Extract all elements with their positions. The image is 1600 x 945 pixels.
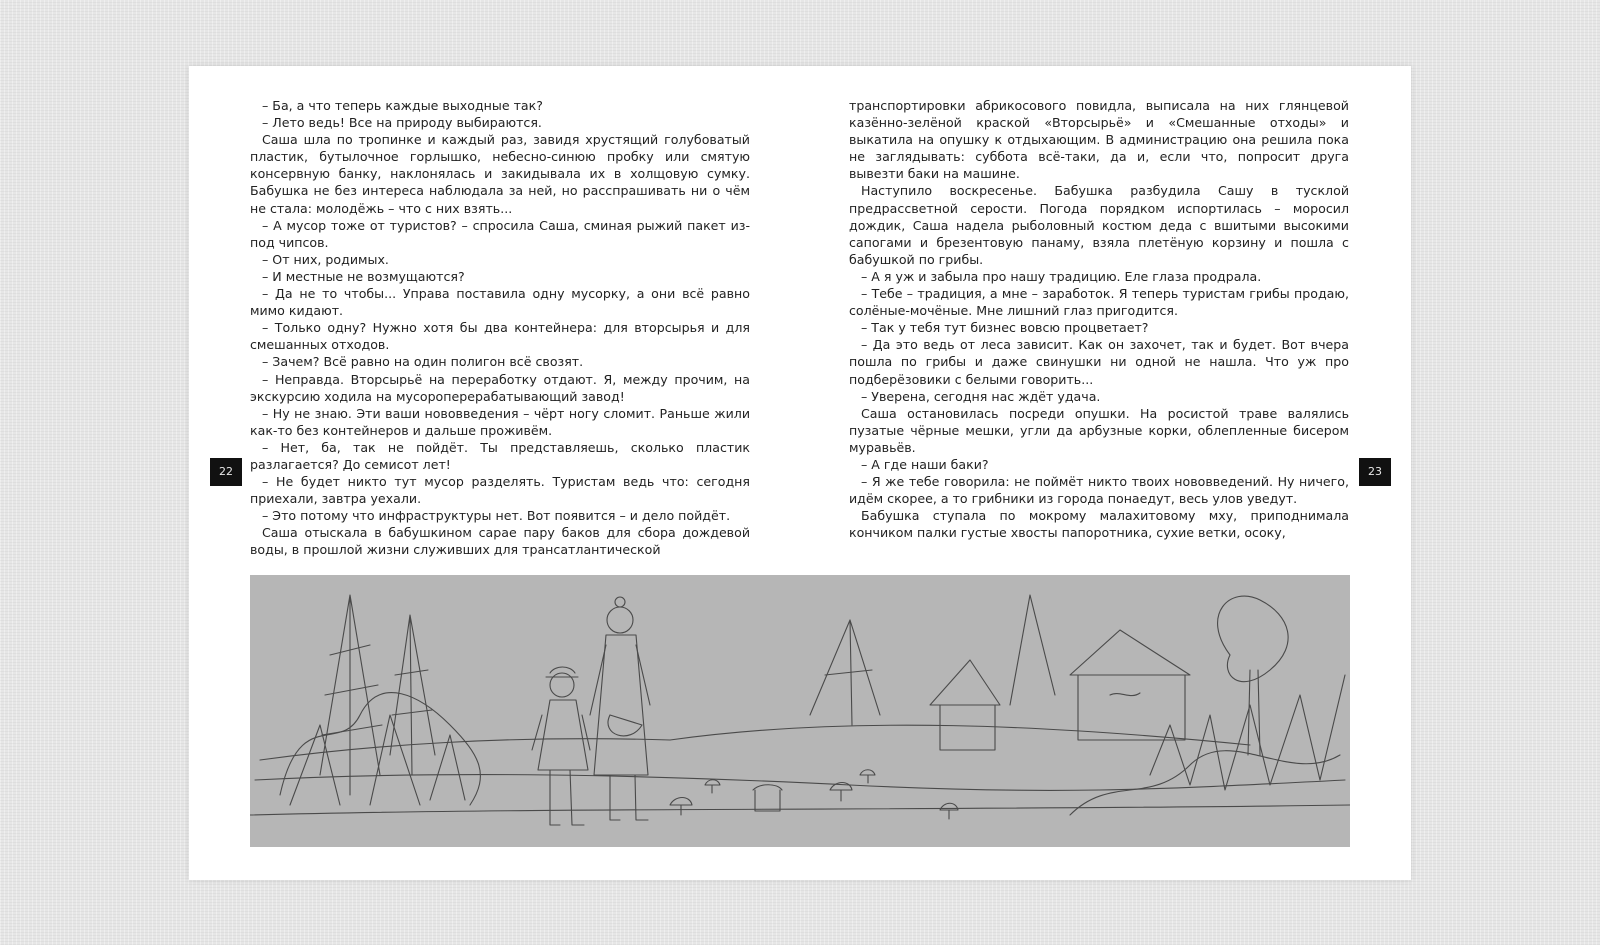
paragraph: Саша отыскала в бабушкином сарае пару баков для сбора дождевой воды, в прошлой жизни служивших для трансатлантической [250, 525, 750, 558]
paragraph: – Лето ведь! Все на природу выбираются. [262, 115, 542, 131]
paragraph: – Да не то чтобы... Управа поставила одну мусорку, а они всё равно мимо кидают. [250, 286, 750, 319]
paragraph: Саша остановилась посреди опушки. На росистой траве валялись пузатые чёрные мешки, угли да арбузные корки, облепленные бисером муравьёв. [849, 405, 1349, 455]
paragraph: – Да это ведь от леса зависит. Как он захочет, так и будет. Вот вчера пошла по грибы и даже свинушки ни одной не нашла. Что уж про подберёзовики с белыми говорить... [849, 337, 1349, 387]
sketch-illustration [250, 575, 1350, 847]
paragraph: – Не будет никто тут мусор разделять. Туристам ведь что: сегодня приехали, завтра уехали. [250, 474, 750, 507]
paragraph: Саша шла по тропинке и каждый раз, завидя хрустящий голубоватый пластик, бутылочное горлышко, небесно-синюю пробку или смятую консервную банку, наклонялась и закидывала их в холщовую сумку. Бабушка не без интереса наблюдала за ней, но расспрашивать ни о чём не стала: молодёжь – что с них взять... [250, 132, 750, 216]
paragraph: – А где наши баки? [861, 456, 989, 472]
paragraph: – И местные не возмущаются? [262, 268, 465, 284]
book-spread [189, 66, 1411, 880]
paragraph: Бабушка ступала по мокрому малахитовому мху, приподнимала кончиком палки густые хвосты папоротника, сухие ветки, осоку, [849, 508, 1349, 541]
paragraph: – Нет, ба, так не пойдёт. Ты представляешь, сколько пластик разлагается? До семисот лет! [250, 439, 750, 472]
paragraph: Наступило воскресенье. Бабушка разбудила Сашу в тусклой предрассветной серости. Погода порядком испортилась – моросил дождик, Саша надела рыболовный костюм деда с вшитыми высокими сапогами и брезентовую панаму, взяла плетёную корзину и пошла с бабушкой по грибы. [849, 183, 1349, 267]
paragraph: – Уверена, сегодня нас ждёт удача. [861, 388, 1101, 404]
left-page-number: 22 [210, 458, 242, 486]
paragraph: – Неправда. Вторсырьё на переработку отдают. Я, между прочим, на экскурсию ходила на мусороперерабатывающий завод! [250, 371, 750, 404]
paragraph: – Так у тебя тут бизнес вовсю процветает? [861, 320, 1149, 336]
paragraph: – Ну не знаю. Эти ваши нововведения – чёрт ногу сломит. Раньше жили как-то без контейнеров и дальше проживём. [250, 405, 750, 438]
right-page-number: 23 [1359, 458, 1391, 486]
paragraph: – Только одну? Нужно хотя бы два контейнера: для вторсырья и для смешанных отходов. [250, 320, 750, 353]
right-page-text [849, 97, 1349, 559]
paragraph: – Это потому что инфраструктуры нет. Вот появится – и дело пойдёт. [262, 508, 731, 524]
paragraph: – Зачем? Всё равно на один полигон всё свозят. [262, 354, 584, 370]
paragraph: – Тебе – традиция, а мне – заработок. Я теперь туристам грибы продаю, солёные-мочёные. Мне лишний глаз пригодится. [849, 286, 1349, 319]
left-page-text [250, 97, 750, 559]
paragraph: – Ба, а что теперь каждые выходные так? [262, 98, 543, 113]
paragraph: – Я же тебе говорила: не поймёт никто твоих нововведений. Ну ничего, идём скорее, а то грибники из города понаедут, весь улов уведут. [849, 474, 1349, 507]
paragraph: – От них, родимых. [262, 251, 389, 267]
paragraph: транспортировки абрикосового повидла, выписала на них глянцевой казённо-зелёной краской «Вторсырьё» и «Смешанные отходы» и выкатила на опушку к отдыхающим. В администрацию она решила пока не заглядывать: суббота всё-таки, да и, если что, попросит друга вывезти баки на машине. [849, 98, 1349, 182]
paragraph: – А мусор тоже от туристов? – спросила Саша, сминая рыжий пакет из-под чипсов. [250, 217, 750, 250]
paragraph: – А я уж и забыла про нашу традицию. Еле глаза продрала. [861, 268, 1262, 284]
pencil-sketch [250, 575, 1350, 847]
